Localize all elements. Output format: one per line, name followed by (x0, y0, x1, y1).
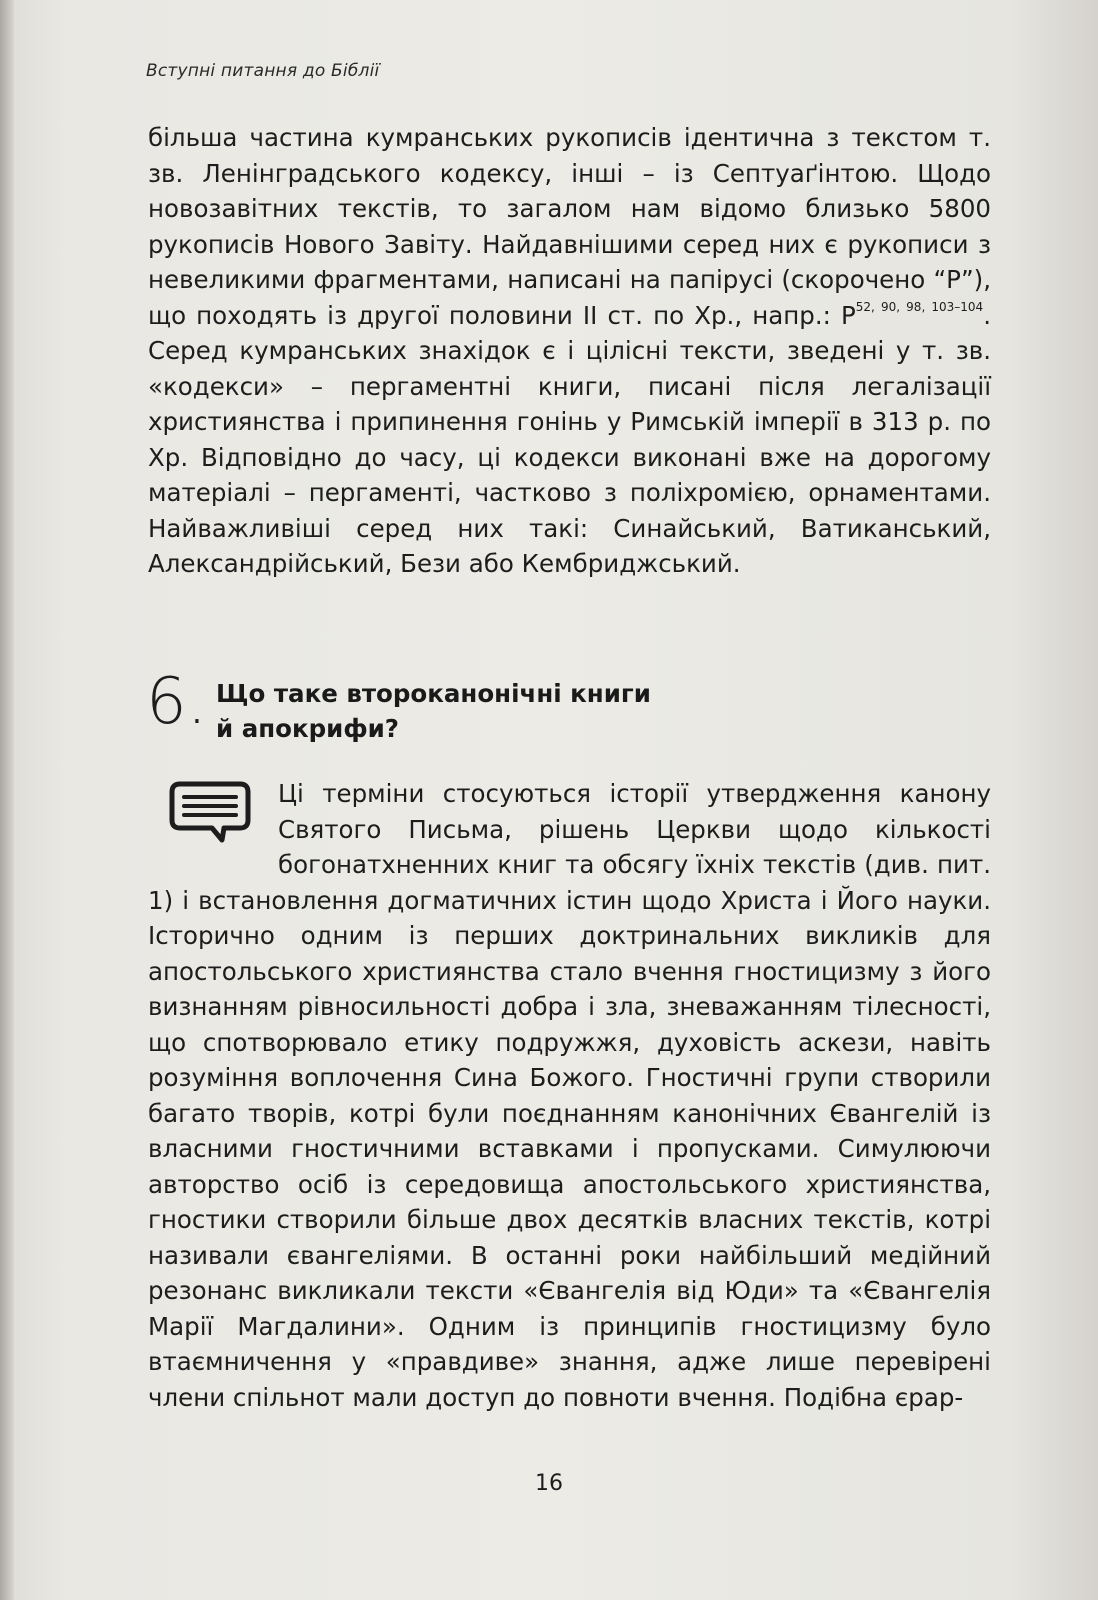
question-title-line-2: й апокрифи? (216, 714, 400, 743)
question-number: 6. (146, 665, 208, 739)
page-gutter-shadow (0, 0, 14, 1600)
papyrus-numbers-superscript: 52, 90, 98, 103–104 (855, 300, 984, 315)
question-title (216, 676, 736, 746)
running-header: Вступні питання до Біблії (146, 61, 380, 81)
icon-spacer (148, 776, 278, 876)
paragraph-manuscripts (148, 120, 991, 582)
paragraph-text-after-superscript: . Серед кумранських знахідок є і цілісні тексти, зведені у т. зв. «кодекси» – пергаментні книги, писані після легалізації християнства і припинення гонінь у Римській імперії в 313 р. по Хр. Відповідно до часу, ці кодекси виконані вже на дорогому матеріалі – пергаменті, частково з поліхромією, орнаментами. Найважливіші серед них такі: Синайський, Ватиканський, Александрійський, Бези або Кембриджський. (148, 300, 991, 578)
paragraph-deuterocanonical (148, 776, 991, 1415)
page-number: 16 (535, 1471, 563, 1496)
paragraph-text-before-superscript: більша частина кумранських рукописів ідентична з текстом т. зв. Ленінградського кодексу, інші – із Септуаґінтою. Щодо новозавітних текстів, то загалом нам відомо близько 5800 рукописів Нового Завіту. Найдавнішими серед них є рукописи з невеликими фрагментами, написані на папірусі (скорочено “Р”), що походять із другої половини ІІ ст. по Хр., напр.: Р (148, 123, 991, 330)
paragraph-2-text: Ці терміни стосуються історії утвердження канону Святого Письма, рішень Церкви щодо кількості богонатхненних книг та обсягу їхніх текстів (див. пит. 1) і встановлення догматичних істин щодо Христа і Його науки. Історично одним із перших доктринальних викликів для апостольського християнства стало вчення гностицизму з його визнанням рівносильності добра і зла, зневажанням тілесності, що спотворювало етику подружжя, духовість аскези, навіть розуміння воплочення Сина Божого. Гностичні групи створили багато творів, котрі були поєднанням канонічних Євангелій із власними гностичними вставками і пропусками. Симулюючи авторство осіб із середовища апостольського християнства, гностики створили більше двох десятків власних текстів, котрі називали євангеліями. В останні роки найбільший медійний резонанс викликали тексти «Євангелія від Юди» та «Євангелія Марії Магдалини». Одним із принципів гностицизму було втаємничення у «правдиве» знання, адже лише перевірені члени спільнот мали доступ до повноти вчення. Подібна єрар- (148, 779, 991, 1412)
question-title-line-1: Що таке второканонічні книги (216, 679, 651, 708)
